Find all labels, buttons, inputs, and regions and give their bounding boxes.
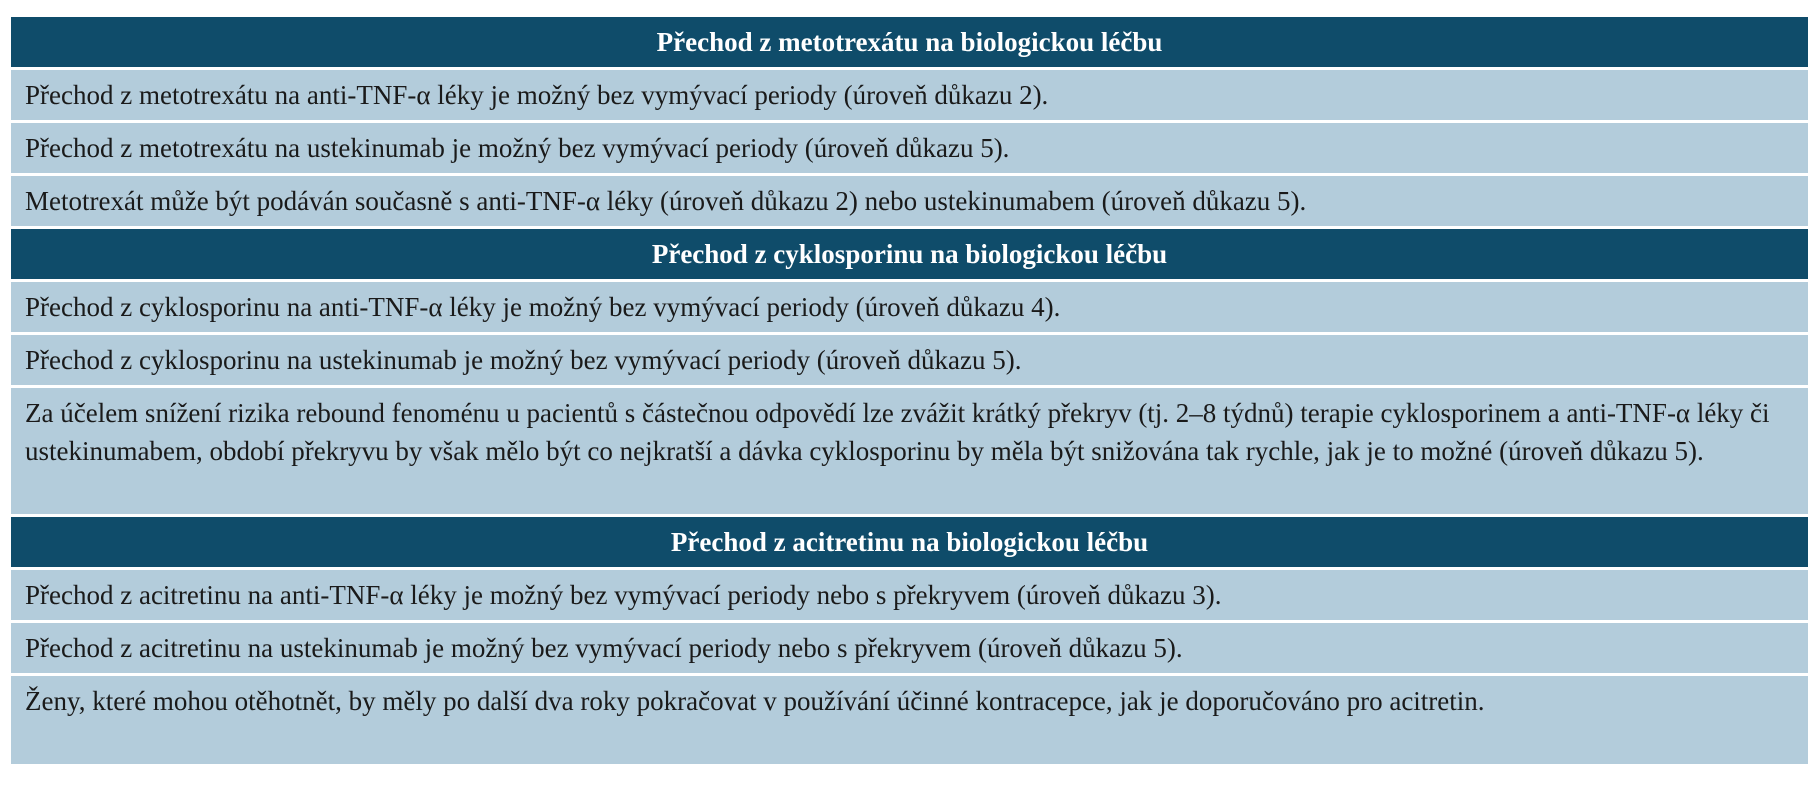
table-row: Přechod z metotrexátu na anti-TNF-α léky je možný bez vymývací periody (úroveň důkazu 2). [11,70,1808,120]
table-row: Metotrexát může být podáván současně s anti-TNF-α léky (úroveň důkazu 2) nebo ustekinumabem (úroveň důkazu 5). [11,176,1808,226]
table-row: Přechod z acitretinu na anti-TNF-α léky je možný bez vymývací periody nebo s překryvem (úroveň důkazu 3). [11,570,1808,620]
section-header-methotrexate: Přechod z metotrexátu na biologickou léčbu [11,17,1808,67]
section-header-cyclosporine: Přechod z cyklosporinu na biologickou léčbu [11,229,1808,279]
table-row: Přechod z metotrexátu na ustekinumab je možný bez vymývací periody (úroveň důkazu 5). [11,123,1808,173]
table-row: Přechod z acitretinu na ustekinumab je možný bez vymývací periody nebo s překryvem (úroveň důkazu 5). [11,623,1808,673]
table-row: Přechod z cyklosporinu na anti-TNF-α léky je možný bez vymývací periody (úroveň důkazu 4). [11,282,1808,332]
table-row: Přechod z cyklosporinu na ustekinumab je možný bez vymývací periody (úroveň důkazu 5). [11,335,1808,385]
table-row: Za účelem snížení rizika rebound fenoménu u pacientů s částečnou odpovědí lze zvážit krátký překryv (tj. 2–8 týdnů) terapie cyklosporinem a anti-TNF-α léky či ustekinumabem, období překryvu by však mělo být co nejkratší a dávka cyklosporinu by měla být snižována tak rychle, jak je to možné (úroveň důkazu 5). [11,388,1808,514]
recommendations-table [11,17,1808,767]
section-header-acitretin: Přechod z acitretinu na biologickou léčbu [11,517,1808,567]
table-row: Ženy, které mohou otěhotnět, by měly po další dva roky pokračovat v používání účinné kontracepce, jak je doporučováno pro acitretin. [11,676,1808,764]
